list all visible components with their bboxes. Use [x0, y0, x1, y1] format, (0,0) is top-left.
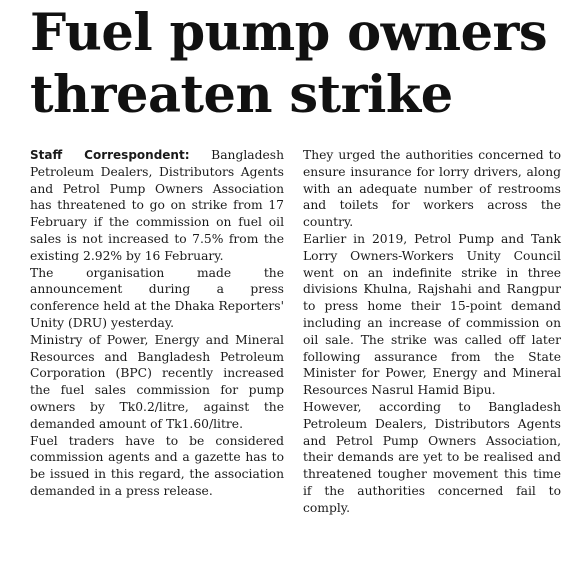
article-column-right	[303, 147, 561, 517]
paragraph: Fuel traders have to be considered commission agents and a gazette has to be issued in this regard, the association demanded in a press release.	[30, 433, 284, 498]
headline-line-1: Fuel pump owners	[30, 3, 548, 63]
paragraph-text: Bangladesh Petroleum Dealers, Distributors Agents and Petrol Pump Owners Association has threatened to go on strike from 17 February if the commission on fuel oil sales is not increased to 7.5% from the existing 2.92% by 16 February.	[30, 148, 284, 263]
paragraph: Earlier in 2019, Petrol Pump and Tank Lorry Owners-Workers Unity Council went on an indefinite strike in three divisions Khulna, Rajshahi and Rangpur to press home their 15-point demand including an increase of commission on oil sale. The strike was called off later following assurance from the State Minister for Power, Energy and Mineral Resources Nasrul Hamid Bipu.	[303, 231, 561, 398]
paragraph: They urged the authorities concerned to ensure insurance for lorry drivers, along with an adequate number of restrooms and toilets for workers across the country.	[303, 148, 561, 230]
paragraph	[30, 147, 284, 265]
article-column-left	[30, 147, 284, 500]
paragraph: However, according to Bangladesh Petroleum Dealers, Distributors Agents and Petrol Pump Owners Association, their demands are yet to be realised and threatened tougher movement this time if the authorities concerned fail to comply.	[303, 399, 561, 515]
byline: Staff Correspondent:	[30, 148, 190, 162]
headline	[30, 2, 575, 126]
headline-line-2: threaten strike	[30, 65, 453, 125]
paragraph: The organisation made the announcement during a press conference held at the Dhaka Reporters' Unity (DRU) yesterday.	[30, 265, 284, 330]
paragraph: Ministry of Power, Energy and Mineral Resources and Bangladesh Petroleum Corporation (BPC) recently increased the fuel sales commission for pump owners by Tk0.2/litre, against the demanded amount of Tk1.60/litre.	[30, 332, 284, 431]
